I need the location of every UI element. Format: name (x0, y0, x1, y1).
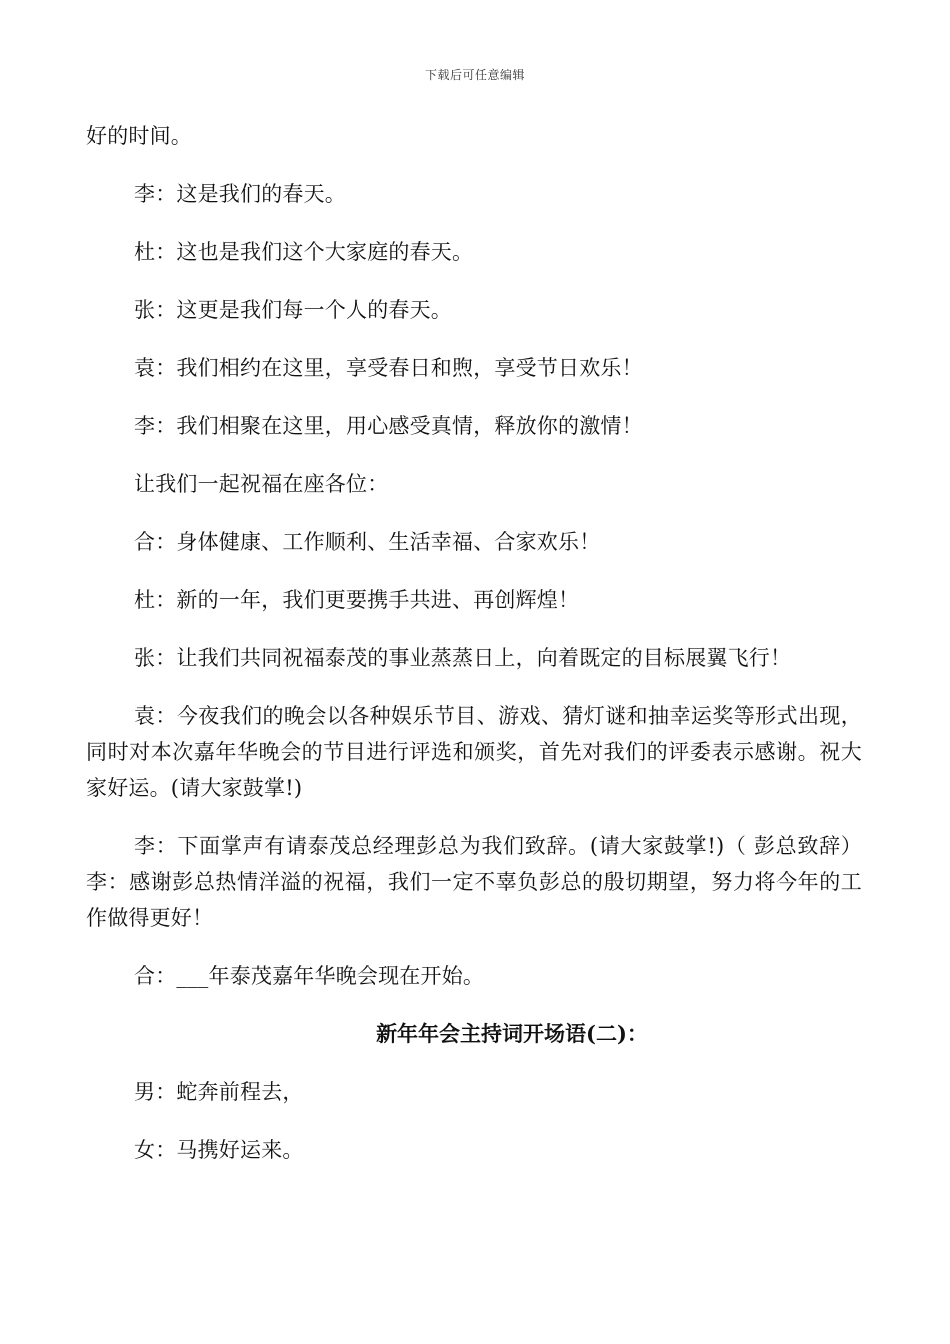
dialogue-line: 让我们一起祝福在座各位： (134, 472, 389, 496)
dialogue-line: 袁：我们相约在这里，享受春日和煦，享受节日欢乐！ (134, 356, 643, 380)
dialogue-line: 张：让我们共同祝福泰茂的事业蒸蒸日上，向着既定的目标展翼飞行！ (134, 646, 792, 670)
dialogue-line: 合：___年泰茂嘉年华晚会现在开始。 (134, 964, 485, 988)
page-header-note: 下载后可任意编辑 (424, 68, 525, 82)
dialogue-line: 男：蛇奔前程去， (134, 1080, 304, 1104)
dialogue-line: 合：身体健康、工作顺利、生活幸福、合家欢乐！ (134, 530, 601, 554)
dialogue-line: 女：马携好运来。 (134, 1138, 304, 1162)
dialogue-line: 杜：新的一年，我们更要携手共进、再创辉煌！ (134, 588, 580, 612)
dialogue-line: 李：这是我们的春天。 (134, 182, 346, 206)
dialogue-line: 张：这更是我们每一个人的春天。 (134, 298, 452, 322)
paragraph-continuation: 好的时间。 (86, 124, 192, 148)
dialogue-line: 袁：今夜我们的晚会以各种娱乐节目、游戏、猜灯谜和抽幸运奖等形式出现，同时对本次嘉年华晚会的节目进行评选和颁奖，首先对我们的评委表示感谢。祝大家好运。(请大家鼓掌!) (86, 704, 862, 800)
section-heading: 新年年会主持词开场语(二)： (376, 1021, 648, 1046)
dialogue-line: 杜：这也是我们这个大家庭的春天。 (134, 240, 474, 264)
document-body (86, 118, 862, 1190)
dialogue-line: 李：下面掌声有请泰茂总经理彭总为我们致辞。(请大家鼓掌!)（ 彭总致辞）李：感谢彭总热情洋溢的祝福，我们一定不辜负彭总的殷切期望，努力将今年的工作做得更好！ (86, 834, 862, 930)
dialogue-line: 李：我们相聚在这里，用心感受真情，释放你的激情！ (134, 414, 643, 438)
